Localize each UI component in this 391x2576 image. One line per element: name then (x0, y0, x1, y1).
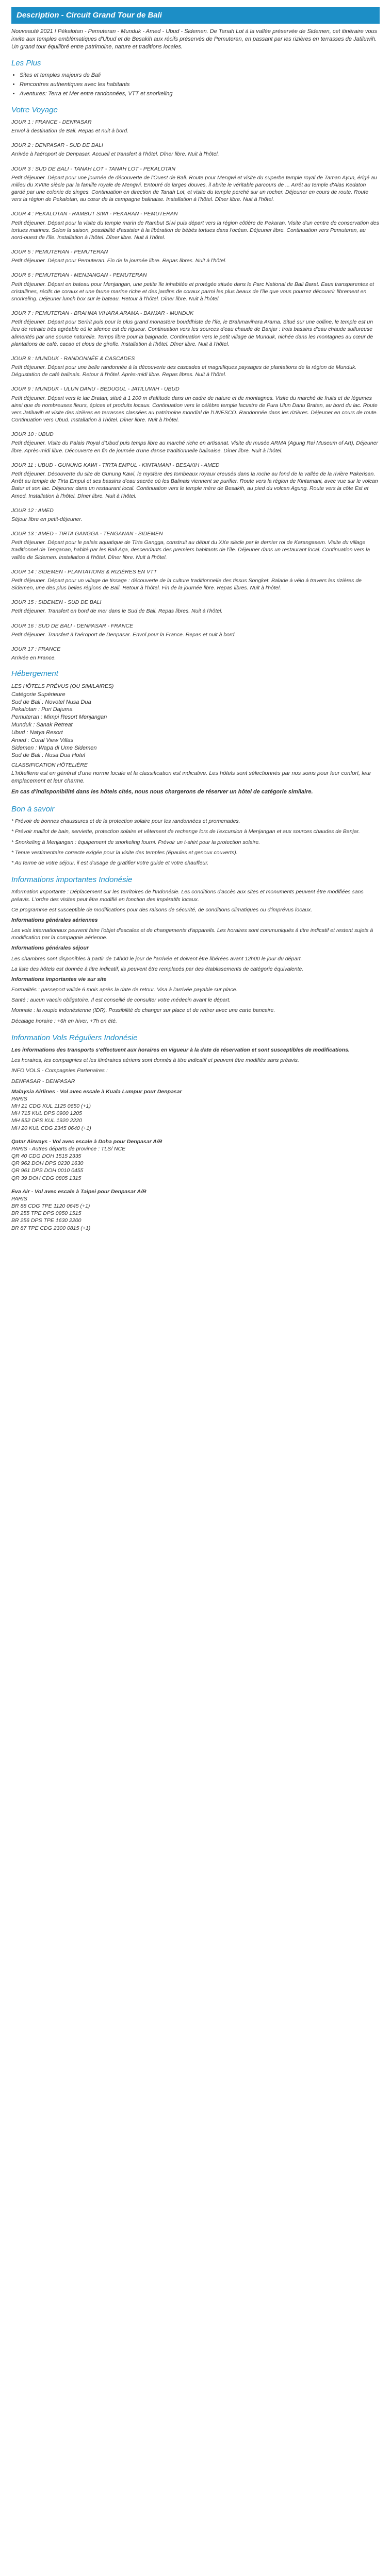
day-description: Envol à destination de Bali. Repas et nuit à bord. (11, 127, 129, 134)
day-block (11, 142, 380, 158)
day-block (11, 599, 380, 615)
vols-note: Les horaires, les compagnies et les itinéraires aériens sont donnés à titre indicatif et peuvent être modifiés sans préavis. (11, 1057, 299, 1064)
day-description: Petit déjeuner. Découverte du site de Gunung Kawi, le mystère des tombeaux royaux creusés dans la roche au fond de la vallée de la rivière Pakerisan. Arrêt au temple de Tirta Empul et ses bassins d'eau sacrée où les Balinais viennent se purifier. Route vers la région de Kintamani, avec vue sur le volcan Batur et son lac. Déjeuner dans un restaurant local. Continuation vers le temple mère de Besakih, au pied du volcan Agung. Route vers la côte Est et Amed. Installation à l'hôtel. Dîner libre. Nuit à l'hôtel. (11, 471, 378, 499)
day-description: Petit déjeuner. Départ pour Seririt puis pour le plus grand monastère bouddhiste de l'île, le Brahmavihara Arama. Situé sur une colline, le temple est un lieu de retraite très agréable où le silence est de rigueur. Continuation vers les sources d'eau chaude de Banjar : trois bassins d'eau chaude sulfureuse alimentés par une source naturelle. Temps libre pour la baignade. Continuation vers le petit village de Munduk, nichée dans les montagnes au cœur de plantations de café, cacao et clous de girofle. Installation à l'hôtel. Dîner libre. Nuit à l'hôtel. (11, 319, 373, 347)
day-description: Petit déjeuner. Départ pour un village de tissage : découverte de la culture traditionnelle des tissus Songket. Balade à vélo à travers les rizières de Sidemen, une des plus belles régions de Bali. Retour à l'hôtel. Fin de la journée libre. Repas libres. Nuit à l'hôtel. (11, 577, 362, 591)
bon-savoir-paragraph: * Tenue vestimentaire correcte exigée pour la visite des temples (épaules et genoux couverts). (11, 849, 238, 856)
flight-line: PARIS - Autres départs de province : TLS/ NCE (11, 1145, 126, 1152)
bon-savoir-heading: Bon à savoir (11, 804, 55, 814)
day-description: Petit déjeuner. Départ vers le lac Bratan, situé à 1 200 m d'altitude dans un cadre de nature et de montagnes. Visite du marché de fruits et de légumes ainsi que de nombreuses fleurs, épices et produits locaux. Continuation vers le célèbre temple lacustre de Pura Ulun Danu Bratan, au bord du lac. Route vers Jatiluwih et visite des rizières en terrasses classées au patrimoine mondial de l'UNESCO. Randonnée dans les rizières. Déjeuner en cours de route. Continuation vers Ubud. Installation à l'hôtel. Dîner libre. Nuit à l'hôtel. (11, 395, 378, 423)
info-paragraph: Monnaie : la roupie indonésienne (IDR). Possibilité de changer sur place et de retirer avec une carte bancaire. (11, 1007, 275, 1014)
hebergement-section (11, 683, 380, 796)
plus-item: • Sites et temples majeurs de Bali (20, 72, 380, 79)
bon-savoir-paragraph: * Au terme de votre séjour, il est d'usage de gratifier votre guide et votre chauffeur. (11, 859, 209, 866)
vols-heading: Information Vols Réguliers Indonésie (11, 1033, 138, 1042)
day-description: Petit déjeuner. Transfert à l'aéroport de Denpasar. Envol pour la France. Repas et nuit à bord. (11, 631, 236, 638)
flight-line: BR 255 TPE DPS 0950 1515 (11, 1210, 82, 1217)
day-block (11, 431, 380, 454)
plus-item: • Aventures: Terra et Mer entre randonnées, VTT et snorkeling (20, 90, 380, 98)
info-paragraph: Information importante : Déplacement sur les territoires de l'Indonésie. Les conditions d'accès aux sites et monuments peuvent être modifiées sans préavis. L'ordre des visites peut être modifié en fonction des impératifs locaux. (11, 889, 364, 903)
vols-section (11, 1046, 380, 1232)
flight-line: BR 87 TPE CDG 2300 0815 (+1) (11, 1225, 91, 1231)
flight-line: QR 961 DPS DOH 0010 0455 (11, 1167, 84, 1174)
page (0, 0, 391, 1232)
flight-line: PARIS (11, 1195, 27, 1202)
vols-intro: Les informations des transports s'effectuent aux horaires en vigueur à la date de réservation et sont susceptibles de modifications. (11, 1047, 350, 1053)
day-title: JOUR 16 : SUD DE BALI - DENPASAR - FRANCE (11, 622, 134, 629)
hotel-item: Sud de Bali : Nusa Dua Hotel (11, 752, 86, 759)
day-title: JOUR 12 : AMED (11, 507, 54, 514)
day-block (11, 355, 380, 379)
day-description: Petit déjeuner. Départ pour une belle randonnée à la découverte des cascades et magnifiques paysages de plantations de la région de Munduk. Dégustation de café balinais. Retour à l'hôtel. Après-midi libre. Repas libres. Nuit à l'hôtel. (11, 364, 357, 378)
itinerary (11, 118, 380, 662)
info-paragraph: Santé : aucun vaccin obligatoire. Il est conseillé de consulter votre médecin avant le départ. (11, 997, 231, 1004)
flight-line: PARIS (11, 1095, 27, 1102)
flight-group (11, 1138, 380, 1182)
flight-line: MH 852 DPS KUL 1920 2220 (11, 1117, 82, 1124)
info-subheading: Informations générales séjour (11, 945, 89, 952)
day-description: Petit déjeuner. Départ pour le palais aquatique de Tirta Gangga, construit au début du XXe siècle par le dernier roi de Karangasem. Visite du village traditionnel de Tenganan, habité par les Bali Aga, descendants des premiers habitants de l'île. Déjeuner dans un restaurant local. Continuation vers la vallée de Sidemen. Installation à l'hôtel. Dîner libre. Nuit à l'hôtel. (11, 539, 370, 561)
info-paragraph: Formalités : passeport valide 6 mois après la date de retour. Visa à l'arrivée payable sur place. (11, 987, 238, 993)
flight-line: BR 256 DPS TPE 1630 2200 (11, 1217, 82, 1224)
day-title: JOUR 17 : FRANCE (11, 646, 61, 652)
day-description: Petit déjeuner. Départ pour la visite du temple marin de Rambut Siwi puis départ vers la région côtière de Pekaran. Visite d'un centre de conservation des tortues marines. Selon la saison, possibilité d'assister à la libération de bébés tortues dans l'océan. Déjeuner libre. Continuation vers Pemuteran, au nord-ouest de l'île. Installation à l'hôtel. Dîner libre. Nuit à l'hôtel. (11, 219, 379, 241)
page-title: Description - Circuit Grand Tour de Bali (11, 7, 380, 24)
day-title: JOUR 6 : PEMUTERAN - MENJANGAN - PEMUTERAN (11, 272, 147, 279)
day-description: Petit déjeuner. Départ en bateau pour Menjangan, une petite île inhabitée et protégée située dans le Parc National de Bali Barat. Eaux transparentes et cristallines, récifs de coraux et une faune marine riche et des jardins de coraux parmi les plus beaux de l'île que vous pourrez découvrir librement en snorkeling. Déjeuner lunch box sur le bateau. Retour à l'hôtel. Dîner libre. Nuit à l'hôtel. (11, 281, 374, 302)
info-subheading: Informations générales aériennes (11, 917, 98, 923)
day-block (11, 210, 380, 241)
day-block (11, 272, 380, 302)
day-block (11, 568, 380, 592)
day-title: JOUR 9 : MUNDUK - ULUN DANU - BEDUGUL - JATILUWIH - UBUD (11, 386, 180, 393)
info-paragraph: Ce programme est susceptible de modifications pour des raisons de sécurité, de conditions climatiques ou d'imprévus locaux. (11, 906, 313, 913)
day-block (11, 462, 380, 500)
plus-heading: Les Plus (11, 58, 41, 67)
day-block (11, 646, 380, 662)
hebergement-heading: Hébergement (11, 669, 58, 679)
vols-route: DENPASAR - DENPASAR (11, 1078, 75, 1084)
hotel-item: Pekalotan : Puri Dajuma (11, 706, 73, 713)
flight-line: MH 21 CDG KUL 1125 0650 (+1) (11, 1103, 91, 1110)
day-block (11, 118, 380, 134)
bon-savoir-paragraph: * Prévoir de bonnes chaussures et de la protection solaire pour les randonnées et promenades. (11, 818, 240, 825)
day-title: JOUR 11 : UBUD - GUNUNG KAWI - TIRTA EMPUL - KINTAMANI - BESAKIH - AMED (11, 462, 220, 468)
day-block (11, 507, 380, 523)
vols-flights-title: INFO VOLS - Compagnies Partenaires : (11, 1067, 108, 1074)
hebergement-note: En cas d'indisponibilité dans les hôtels cités, nous nous chargerons de réserver un hôtel de catégorie similaire. (11, 789, 313, 795)
day-description: Petit déjeuner. Visite du Palais Royal d'Ubud puis temps libre au marché riche en artisanat. Visite du musée ARMA (Agung Rai Museum of Art), Déjeuner libre. Après-midi libre. Découverte en fin de journée d'une danse traditionnelle balinaise. Dîner libre. Nuit à l'hôtel. (11, 440, 378, 454)
day-title: JOUR 3 : SUD DE BALI - TANAH LOT - TANAH LOT - PEKALOTAN (11, 165, 175, 172)
day-title: JOUR 5 : PEMUTERAN - PEMUTERAN (11, 249, 108, 256)
day-description: Arrivée en France. (11, 655, 56, 662)
flight-group-title: Eva Air - Vol avec escale à Taipei pour Denpasar A/R (11, 1188, 146, 1195)
flight-line: MH 20 KUL CDG 2345 0640 (+1) (11, 1125, 91, 1131)
day-title: JOUR 15 : SIDEMEN - SUD DE BALI (11, 599, 102, 606)
flight-line: QR 40 CDG DOH 1515 2335 (11, 1153, 82, 1160)
hotel-item: Sidemen : Wapa di Ume Sidemen (11, 744, 97, 751)
plus-item: • Rencontres authentiques avec les habitants (20, 81, 380, 89)
hotel-item: Ubud : Natya Resort (11, 729, 63, 736)
flight-line: QR 39 DOH CDG 0805 1315 (11, 1175, 82, 1181)
hotel-item: Amed : Coral View Villas (11, 737, 74, 743)
day-block (11, 165, 380, 204)
hotel-item: Pemuteran : Mimpi Resort Menjangan (11, 714, 107, 721)
day-description: Petit déjeuner. Départ pour Pemuteran. Fin de la journée libre. Repas libres. Nuit à l'hôtel. (11, 258, 227, 264)
flight-group (11, 1088, 380, 1132)
day-description: Arrivée à l'aéroport de Denpasar. Accueil et transfert à l'hôtel. Dîner libre. Nuit à l'hôtel. (11, 151, 219, 158)
day-title: JOUR 7 : PEMUTERAN - BRAHMA VIHARA ARAMA - BANJAR - MUNDUK (11, 310, 194, 317)
info-subheading: Informations importantes vie sur site (11, 976, 107, 982)
day-title: JOUR 4 : PEKALOTAN - RAMBUT SIWI - PEKARAN - PEMUTERAN (11, 211, 178, 217)
day-description: Séjour libre en petit-déjeuner. (11, 516, 83, 522)
day-block (11, 385, 380, 423)
day-title: JOUR 13 : AMED - TIRTA GANGGA - TENGANAN - SIDEMEN (11, 531, 163, 537)
info-paragraph: La liste des hôtels est donnée à titre indicatif, ils peuvent être remplacés par des établissements de catégorie équivalente. (11, 965, 304, 972)
day-description: Petit déjeuner. Transfert en bord de mer dans le Sud de Bali. Repas libres. Nuit à l'hôtel. (11, 608, 223, 615)
hotel-item: Sud de Bali : Novotel Nusa Dua (11, 699, 91, 705)
flight-line: QR 962 DOH DPS 0230 1630 (11, 1160, 84, 1167)
voyage-heading: Votre Voyage (11, 105, 58, 114)
intro-text: Nouveauté 2021 ! Pékalotan - Pemuteran - Munduk - Amed - Ubud - Sidemen. De Tanah Lot à la vallée préservée de Sidemen, cet itinéraire vous invite aux temples emblématiques d'Ubud et de Besakih aux récifs préservés de Pemuteran, en passant par les rizières en terrasses de Jatiluwih. Un grand tour équilibré entre patrimoine, nature et traditions locales. (11, 28, 378, 50)
day-title: JOUR 8 : MUNDUK - RANDONNÉE & CASCADES (11, 355, 135, 362)
plus-list (20, 72, 380, 98)
day-description: Petit déjeuner. Départ pour une journée de découverte de l'Ouest de Bali. Route pour Mengwi et visite du superbe temple royal de Taman Ayun, érigé au milieu du XVIIIe siècle par la famille royale de Mengwi. Entouré de larges douves, il abrite le véritable parcours de ... Arrêt au temple d'Alas Kedaton gardé par une colonie de singes. Continuation en direction de Tanah Lot, et visite du temple perché sur un rocher. Déjeuner en cours de route. Route vers la région de Pekalotan, au cœur de la campagne balinaise. Installation à l'hôtel. Dîner libre. Nuit à l'hôtel. (11, 174, 377, 203)
day-title: JOUR 10 : UBUD (11, 431, 54, 438)
flight-line: MH 715 KUL DPS 0900 1205 (11, 1110, 82, 1117)
infos-importantes-heading: Informations importantes Indonésie (11, 875, 133, 885)
hebergement-subtitle: LES HÔTELS PRÉVUS (OU SIMILAIRES) (11, 683, 114, 689)
flight-group-title: Malaysia Airlines - Vol avec escale à Kuala Lumpur pour Denpasar (11, 1088, 182, 1095)
day-block (11, 310, 380, 348)
info-paragraph: Les chambres sont disponibles à partir de 14h00 le jour de l'arrivée et doivent être libérées avant 12h00 le jour du départ. (11, 955, 302, 962)
bon-savoir-section (11, 818, 380, 867)
hotel-category: Catégorie Supérieure (11, 691, 66, 698)
day-block (11, 530, 380, 561)
bon-savoir-paragraph: * Prévoir maillot de bain, serviette, protection solaire et vêtement de rechange lors de l'excursion à Menjangan et aux sources chaudes de Banjar. (11, 828, 360, 835)
info-paragraph: Décalage horaire : +6h en hiver, +7h en été. (11, 1018, 117, 1024)
hotel-item: Munduk : Sanak Retreat (11, 722, 73, 728)
classification-heading: CLASSIFICATION HÔTELIÈRE (11, 762, 88, 769)
info-paragraph: Les vols internationaux peuvent faire l'objet d'escales et de changements d'appareils. Les horaires sont communiqués à titre indicatif et restent sujets à modification par la compagnie aérienne. (11, 927, 373, 941)
day-title: JOUR 14 : SIDEMEN - PLANTATIONS & RIZIÈRES EN VTT (11, 568, 157, 575)
day-title: JOUR 2 : DENPASAR - SUD DE BALI (11, 142, 103, 149)
flight-line: BR 88 CDG TPE 1120 0645 (+1) (11, 1203, 90, 1210)
day-title: JOUR 1 : FRANCE - DENPASAR (11, 118, 92, 125)
flight-group (11, 1188, 380, 1232)
infos-importantes-section (11, 888, 380, 1024)
bon-savoir-paragraph: * Snorkeling à Menjangan : équipement de snorkeling fourni. Prévoir un t-shirt pour la protection solaire. (11, 839, 260, 845)
classification-text: L'hôtellerie est en général d'une norme locale et la classification est indicative. Les hôtels sont sélectionnés par nos soins pour leur confort, leur emplacement et leur charme. (11, 770, 371, 785)
flight-group-title: Qatar Airways - Vol avec escale à Doha pour Denpasar A/R (11, 1138, 162, 1145)
day-block (11, 248, 380, 264)
day-block (11, 622, 380, 638)
